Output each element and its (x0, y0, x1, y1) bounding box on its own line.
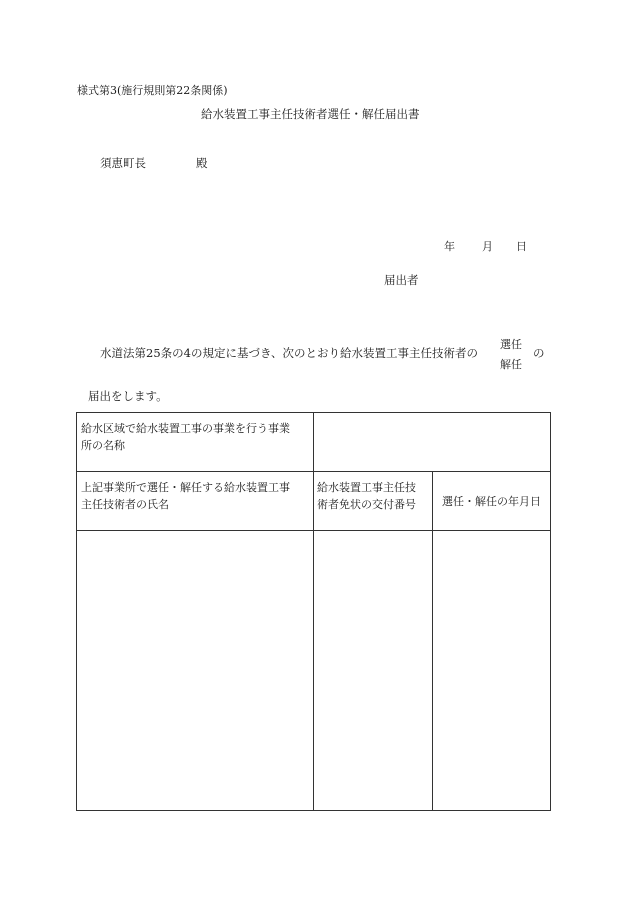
date-month-label: 月 (482, 240, 493, 253)
header-date-label: 選任・解任の年月日 (442, 495, 541, 508)
form-number: 様式第3(施行規則第22条関係) (77, 84, 228, 97)
header-license-number-line2: 術者免状の交付番号 (317, 498, 416, 511)
body-statement: 水道法第25条の4の規定に基づき、次のとおり給水装置工事主任技術者の (100, 346, 478, 360)
table-row-entry (77, 531, 551, 811)
header-license-number (314, 472, 433, 531)
office-name-label-line1: 給水区域で給水装置工事の事業を行う事業 (81, 422, 290, 435)
table-row-office (77, 413, 551, 472)
document-title: 給水装置工事主任技術者選任・解任届出書 (201, 107, 420, 121)
header-license-number-line1: 給水装置工事主任技 (317, 481, 416, 494)
office-name-label-cell (77, 413, 314, 472)
addressee-name: 須恵町長 (100, 156, 146, 170)
notifier-label: 届出者 (384, 273, 419, 287)
date-day-label: 日 (516, 240, 527, 253)
entry-license-number-cell[interactable] (314, 531, 433, 811)
office-name-label-line2: 所の名称 (81, 439, 125, 452)
table-row-header (77, 472, 551, 531)
header-technician-name-line2: 主任技術者の氏名 (81, 498, 169, 511)
header-technician-name (77, 472, 314, 531)
entry-technician-name-cell[interactable] (77, 531, 314, 811)
body-statement-end: 届出をします。 (88, 389, 168, 403)
choice-dismiss: 解任 (500, 358, 522, 371)
date-year-label: 年 (444, 240, 455, 253)
entry-date-cell[interactable] (433, 531, 551, 811)
choice-appoint: 選任 (500, 338, 522, 351)
body-particle: の (533, 346, 545, 360)
header-technician-name-line1: 上記事業所で選任・解任する給水装置工事 (81, 481, 290, 494)
addressee-honorific: 殿 (196, 156, 208, 170)
header-date (433, 472, 551, 531)
notification-table (76, 412, 551, 811)
office-name-value-cell[interactable] (314, 413, 551, 472)
